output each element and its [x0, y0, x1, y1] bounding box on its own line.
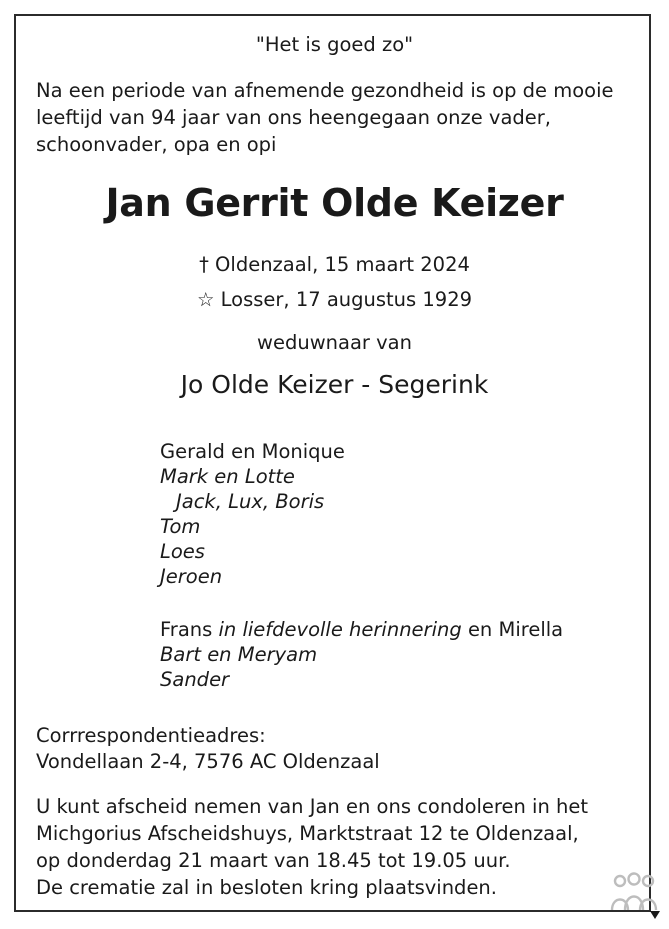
family2-line: [160, 617, 563, 643]
star-icon: ☆: [196, 288, 215, 311]
correspondence-address: Vondellaan 2-4, 7576 AC Oldenzaal: [36, 750, 380, 773]
family1-child: Tom: [160, 515, 201, 538]
family1-child: Loes: [160, 540, 205, 563]
family2-memory: in liefdevolle herinnering: [218, 618, 462, 641]
family-logo-icon: [608, 872, 660, 920]
family1-child: Mark en Lotte: [160, 465, 295, 488]
family2-partner: en Mirella: [467, 618, 564, 641]
farewell-line-2: Michgorius Afscheidshuys, Marktstraat 12 te Oldenzaal,: [36, 822, 579, 845]
family1-child: Jeroen: [160, 565, 223, 588]
intro-line-2: leeftijd van 94 jaar van ons heengegaan onze vader,: [36, 106, 551, 129]
family2-name: Frans: [160, 618, 213, 641]
deceased-name: Jan Gerrit Olde Keizer: [105, 181, 564, 225]
family1-parents: Gerald en Monique: [160, 440, 345, 463]
correspondence-label: Corrrespondentieadres:: [36, 724, 266, 747]
family1-grandchildren: Jack, Lux, Boris: [176, 490, 325, 513]
cross-icon: †: [199, 253, 209, 276]
birth-line: [0, 287, 669, 313]
family2-child: Bart en Meryam: [160, 643, 318, 666]
farewell-line-1: U kunt afscheid nemen van Jan en ons condoleren in het: [36, 795, 589, 818]
farewell-line-3: op donderdag 21 maart van 18.45 tot 19.05 uur.: [36, 849, 511, 872]
widower-label: weduwnaar van: [257, 331, 412, 354]
intro-line-3: schoonvader, opa en opi: [36, 133, 277, 156]
family2-child: Sander: [160, 668, 230, 691]
farewell-line-4: De crematie zal in besloten kring plaatsvinden.: [36, 876, 497, 899]
death-text: Oldenzaal, 15 maart 2024: [215, 253, 470, 276]
intro-line-1: Na een periode van afnemende gezondheid is op de mooie: [36, 79, 614, 102]
spouse-name: Jo Olde Keizer - Segerink: [180, 370, 489, 399]
motto: "Het is goed zo": [255, 33, 414, 56]
death-line: [0, 252, 669, 278]
birth-text: Losser, 17 augustus 1929: [220, 288, 473, 311]
